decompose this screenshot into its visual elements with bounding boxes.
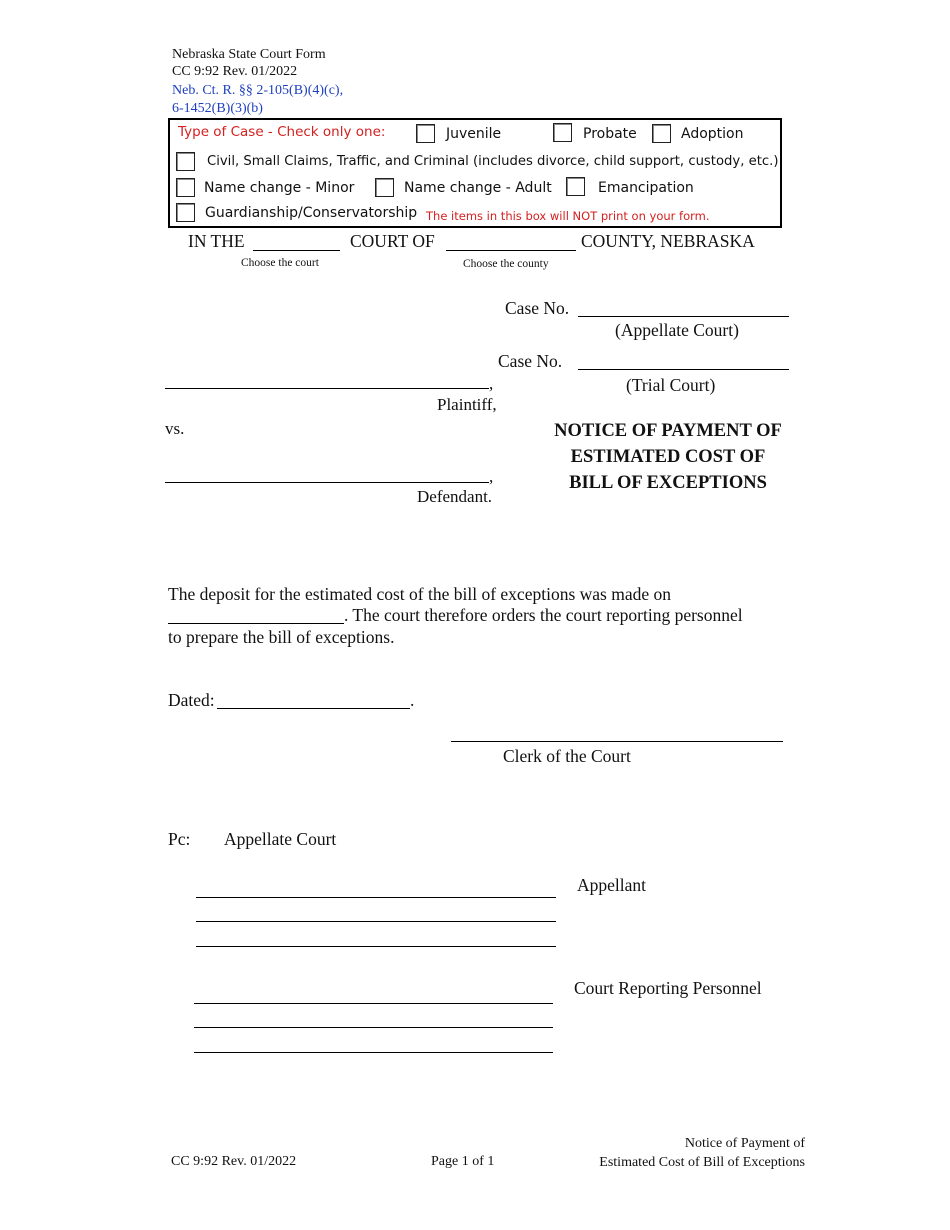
- choose-court-hint: Choose the court: [241, 257, 319, 269]
- name-change-adult-label: Name change - Adult: [404, 180, 552, 196]
- trial-case-no-label: Case No.: [498, 351, 563, 371]
- clerk-label: Clerk of the Court: [503, 746, 631, 766]
- emancipation-checkbox[interactable]: [566, 177, 585, 196]
- plaintiff-name-field[interactable]: [165, 388, 489, 389]
- trial-case-no-field[interactable]: [578, 369, 789, 370]
- name-change-minor-checkbox[interactable]: [176, 178, 195, 197]
- adoption-checkbox[interactable]: [652, 124, 671, 143]
- dated-period: .: [410, 690, 415, 710]
- in-the-label: IN THE: [188, 231, 245, 251]
- document-title: [533, 418, 803, 496]
- county-select-field[interactable]: [446, 250, 576, 251]
- title-line-3: BILL OF EXCEPTIONS: [569, 473, 767, 493]
- body-line-1: The deposit for the estimated cost of the bill of exceptions was made on: [168, 584, 671, 604]
- body-line-3: to prepare the bill of exceptions.: [168, 627, 395, 647]
- deposit-date-field[interactable]: [168, 623, 344, 624]
- case-type-heading: Type of Case - Check only one:: [178, 124, 386, 140]
- rule-reference-link-2[interactable]: 6-1452(B)(3)(b): [172, 101, 263, 116]
- reporter-line-3[interactable]: [194, 1052, 553, 1053]
- juvenile-label: Juvenile: [446, 126, 502, 142]
- footer-title-2: Estimated Cost of Bill of Exceptions: [599, 1155, 805, 1170]
- form-number: CC 9:92 Rev. 01/2022: [172, 64, 298, 79]
- civil-checkbox[interactable]: [176, 152, 195, 171]
- court-reporting-label: Court Reporting Personnel: [574, 978, 762, 998]
- court-of-label: COURT OF: [350, 231, 435, 251]
- footer-title-1: Notice of Payment of: [684, 1136, 805, 1151]
- trial-court-caption: (Trial Court): [626, 375, 716, 395]
- appellate-court-caption: (Appellate Court): [615, 320, 739, 340]
- footer-form-number: CC 9:92 Rev. 01/2022: [171, 1154, 297, 1169]
- form-name: Nebraska State Court Form: [172, 47, 326, 62]
- appellant-line-3[interactable]: [196, 946, 556, 947]
- pc-appellate-court: Appellate Court: [224, 829, 337, 849]
- defendant-label: Defendant.: [417, 487, 493, 506]
- title-line-2: ESTIMATED COST OF: [570, 447, 766, 467]
- choose-county-hint: Choose the county: [463, 258, 549, 270]
- reporter-line-2[interactable]: [194, 1027, 553, 1028]
- guardianship-checkbox[interactable]: [176, 203, 195, 222]
- plaintiff-label: Plaintiff,: [437, 395, 497, 414]
- print-note: The items in this box will NOT print on your form.: [426, 209, 710, 223]
- pc-label: Pc:: [168, 829, 191, 849]
- probate-checkbox[interactable]: [553, 123, 572, 142]
- rule-reference-link-1[interactable]: Neb. Ct. R. §§ 2-105(B)(4)(c),: [172, 83, 344, 98]
- court-select-field[interactable]: [253, 250, 340, 251]
- county-nebraska-label: COUNTY, NEBRASKA: [581, 231, 755, 251]
- appellant-line-2[interactable]: [196, 921, 556, 922]
- plaintiff-comma: ,: [489, 374, 494, 393]
- vs-label: vs.: [165, 419, 185, 438]
- civil-label: Civil, Small Claims, Traffic, and Criminal (includes divorce, child support, custody, etc.): [207, 154, 779, 169]
- dated-label: Dated:: [168, 690, 215, 710]
- name-change-minor-label: Name change - Minor: [204, 180, 355, 196]
- appellant-label: Appellant: [577, 875, 647, 895]
- defendant-name-field[interactable]: [165, 482, 489, 483]
- probate-label: Probate: [583, 126, 637, 142]
- adoption-label: Adoption: [681, 126, 744, 142]
- title-line-1: NOTICE OF PAYMENT OF: [554, 421, 782, 441]
- clerk-signature-line[interactable]: [451, 741, 783, 742]
- juvenile-checkbox[interactable]: [416, 124, 435, 143]
- reporter-line-1[interactable]: [194, 1003, 553, 1004]
- footer-page-number: Page 1 of 1: [431, 1154, 495, 1169]
- emancipation-label: Emancipation: [598, 180, 694, 196]
- body-line-2: . The court therefore orders the court reporting personnel: [344, 605, 743, 625]
- appellate-case-no-field[interactable]: [578, 316, 789, 317]
- appellate-case-no-label: Case No.: [505, 298, 570, 318]
- appellant-line-1[interactable]: [196, 897, 556, 898]
- guardianship-label: Guardianship/Conservatorship: [205, 205, 418, 221]
- name-change-adult-checkbox[interactable]: [375, 178, 394, 197]
- dated-field[interactable]: [217, 708, 410, 709]
- defendant-comma: ,: [489, 467, 494, 486]
